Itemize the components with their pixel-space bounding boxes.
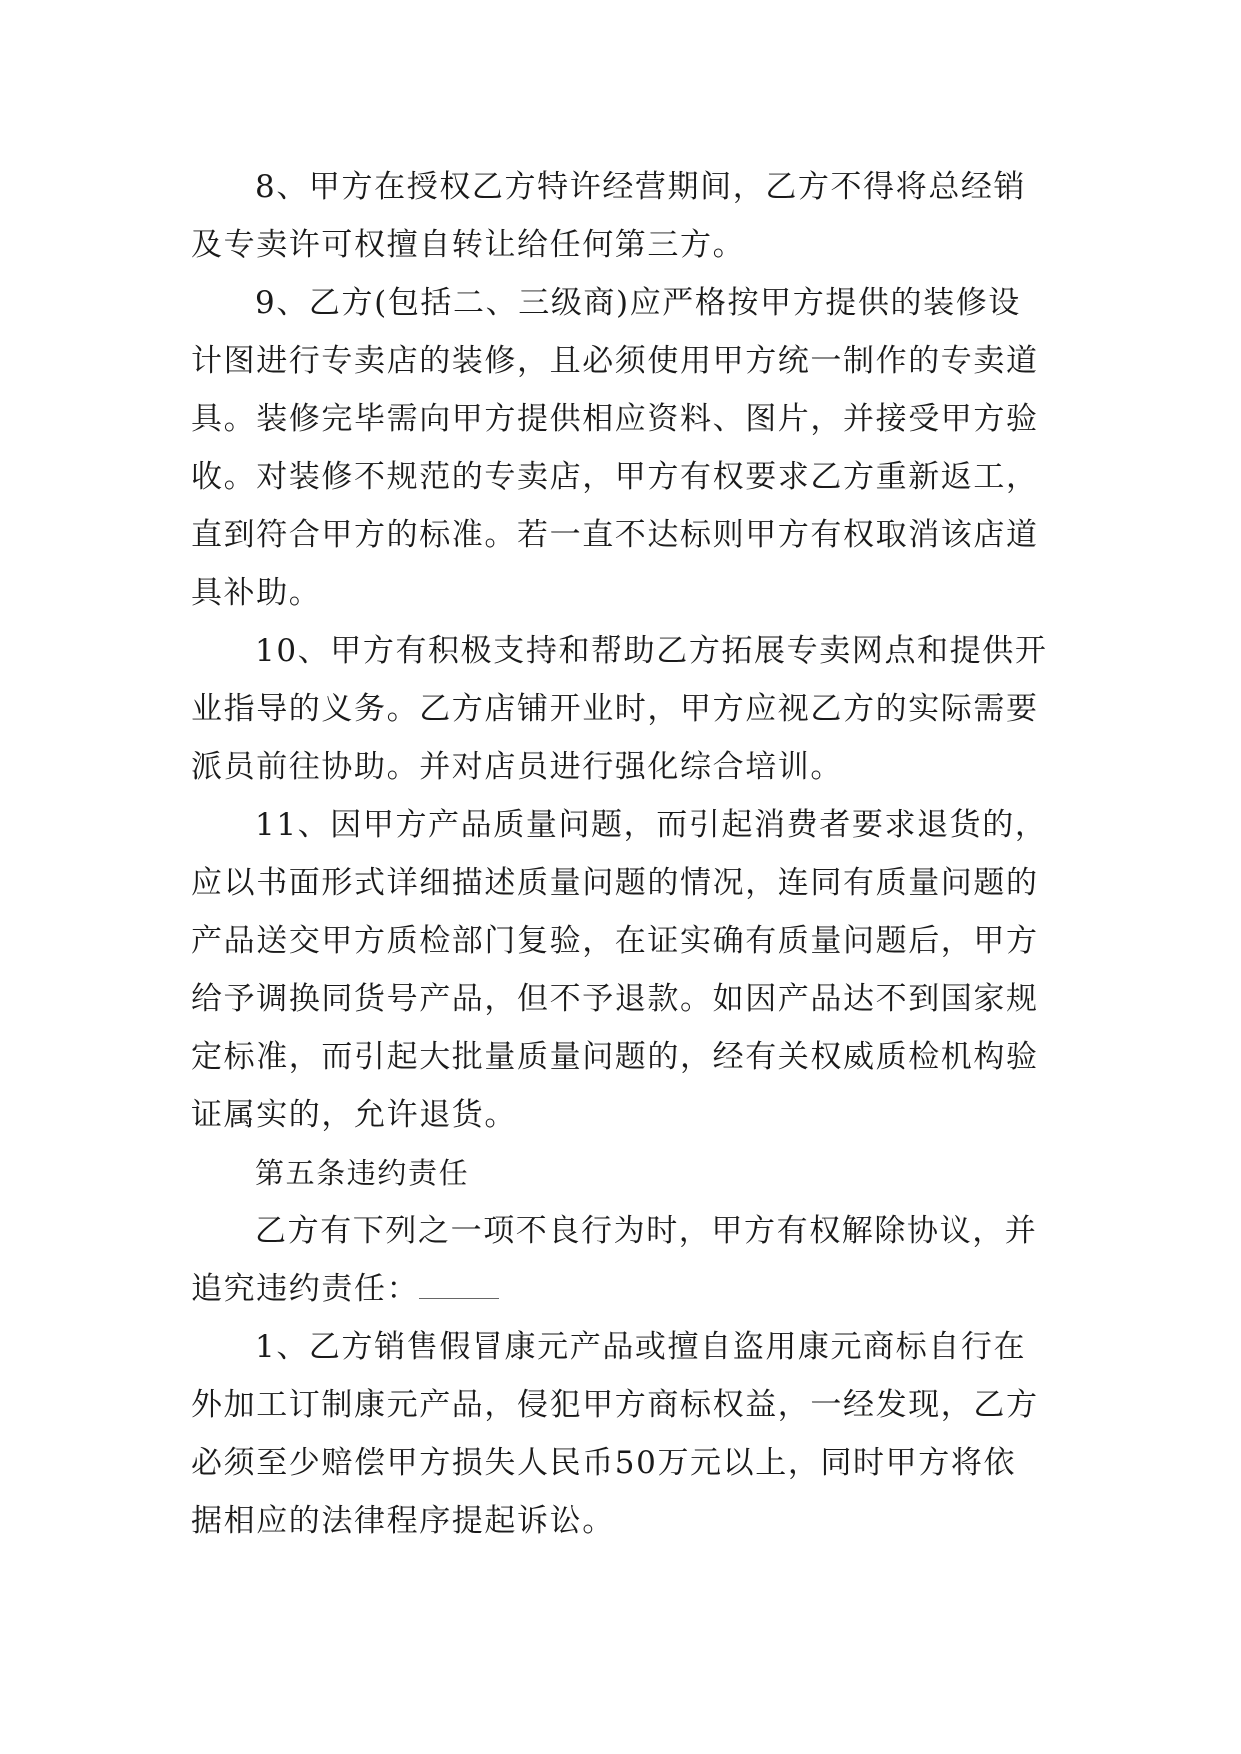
clause-11 — [191, 796, 1049, 1144]
clause-11-line: 11、因甲方产品质量问题，而引起消费者要求退货的， — [255, 807, 1048, 843]
clause-8 — [191, 158, 1049, 274]
clause-11-line: 证属实的，允许退货。 — [191, 1097, 517, 1133]
breach-intro-line-2 — [191, 1260, 1049, 1318]
clause-10-line: 派员前往协助。并对店员进行强化综合培训。 — [191, 749, 843, 785]
breach-clause-1-line: 必须至少赔偿甲方损失人民币50万元以上，同时甲方将依 — [191, 1445, 1017, 1481]
section-heading: 第五条违约责任 — [255, 1156, 470, 1190]
breach-intro — [191, 1202, 1049, 1318]
clause-10-line: 10、甲方有积极支持和帮助乙方拓展专卖网点和提供开 — [255, 633, 1048, 669]
clause-9-line: 直到符合甲方的标准。若一直不达标则甲方有权取消该店道 — [191, 517, 1039, 553]
breach-clause-1-line: 外加工订制康元产品，侵犯甲方商标权益，一经发现，乙方 — [191, 1387, 1039, 1423]
breach-clause-1-line: 据相应的法律程序提起诉讼。 — [191, 1503, 615, 1539]
clause-11-line: 定标准，而引起大批量质量问题的，经有关权威质检机构验 — [191, 1039, 1039, 1075]
fill-in-blank — [419, 1278, 499, 1299]
clause-11-line: 产品送交甲方质检部门复验，在证实确有质量问题后，甲方 — [191, 923, 1039, 959]
clause-9-line: 收。对装修不规范的专卖店，甲方有权要求乙方重新返工， — [191, 459, 1039, 495]
clause-9 — [191, 274, 1049, 622]
clause-9-line: 计图进行专卖店的装修，且必须使用甲方统一制作的专卖道 — [191, 343, 1039, 379]
clause-8-line: 及专卖许可权擅自转让给任何第三方。 — [191, 227, 746, 263]
clause-8-line: 8、甲方在授权乙方特许经营期间，乙方不得将总经销 — [255, 169, 1027, 205]
clause-10-line: 业指导的义务。乙方店铺开业时，甲方应视乙方的实际需要 — [191, 691, 1039, 727]
breach-intro-text: 追究违约责任： — [191, 1271, 420, 1307]
clause-9-line: 具。装修完毕需向甲方提供相应资料、图片，并接受甲方验 — [191, 401, 1039, 437]
breach-clause-1 — [191, 1318, 1049, 1550]
breach-clause-1-line: 1、乙方销售假冒康元产品或擅自盗用康元商标自行在 — [255, 1329, 1027, 1365]
clause-10 — [191, 622, 1049, 796]
clause-11-line: 应以书面形式详细描述质量问题的情况，连同有质量问题的 — [191, 865, 1039, 901]
clause-9-line: 具补助。 — [191, 575, 322, 611]
clause-9-line: 9、乙方(包括二、三级商)应严格按甲方提供的装修设 — [255, 285, 1021, 321]
document-body — [191, 158, 1049, 1550]
clause-11-line: 给予调换同货号产品，但不予退款。如因产品达不到国家规 — [191, 981, 1039, 1017]
breach-intro-line: 乙方有下列之一项不良行为时，甲方有权解除协议，并 — [255, 1213, 1038, 1249]
